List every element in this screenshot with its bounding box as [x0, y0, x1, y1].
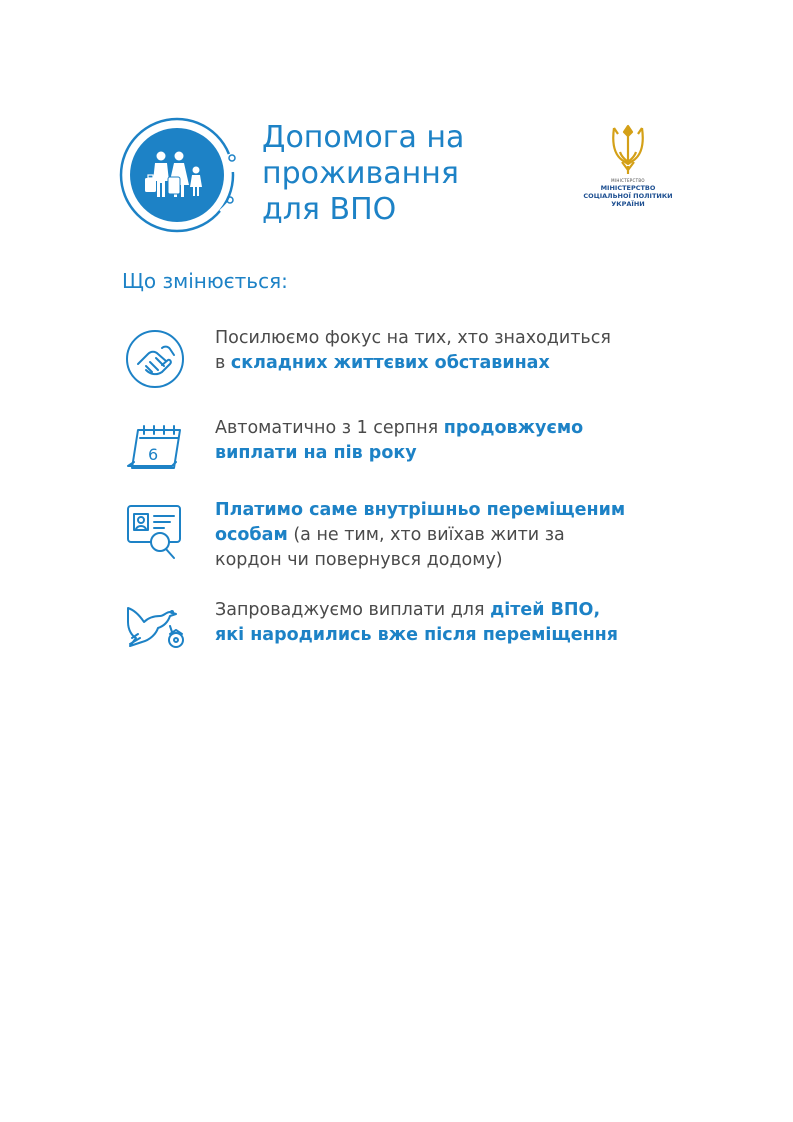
id-card-search-icon	[122, 498, 188, 564]
ministry-name-line: УКРАЇНИ	[611, 200, 645, 208]
item-text-part: кордон чи повернувся додому)	[215, 550, 503, 570]
item-text-part: Посилюємо фокус на тих, хто знаходиться	[215, 328, 611, 348]
item-text	[215, 326, 685, 376]
item-text-part: (а не тим, хто виїхав жити за	[287, 525, 565, 545]
item-text	[215, 498, 685, 573]
item-highlight: особам	[215, 525, 288, 545]
item-text	[215, 598, 685, 648]
item-highlight: Платимо саме внутрішньо переміщеним	[215, 500, 626, 520]
trident-icon	[608, 122, 648, 176]
family-emblem-icon	[117, 112, 243, 238]
item-text-part: Автоматично з 1 серпня	[215, 418, 444, 438]
item-highlight: продовжуємо	[443, 418, 584, 438]
ministry-name	[578, 184, 678, 208]
title-line: для ВПО	[262, 192, 397, 227]
item-text	[215, 416, 685, 466]
page-title	[262, 120, 562, 228]
ministry-logo	[578, 122, 678, 208]
item-highlight: дітей ВПО,	[490, 600, 601, 620]
title-line: Допомога на	[262, 120, 465, 155]
stork-baby-icon	[122, 598, 188, 664]
item-highlight: виплати на пів року	[215, 443, 417, 463]
item-highlight: складних життєвих обставинах	[230, 353, 550, 373]
title-line: проживання	[262, 156, 459, 191]
ministry-name-line: СОЦІАЛЬНОЇ ПОЛІТИКИ	[583, 192, 673, 200]
section-heading: Що змінюється:	[122, 269, 288, 293]
calendar-number: 6	[148, 445, 159, 464]
ministry-name-line: МІНІСТЕРСТВО	[600, 184, 656, 192]
calendar-icon	[122, 416, 188, 482]
caring-hands-icon	[122, 326, 188, 392]
item-text-part: Запроваджуємо виплати для	[215, 600, 491, 620]
item-text-part: в	[215, 353, 231, 373]
ministry-small-text: МІНІСТЕРСТВО	[611, 178, 645, 183]
item-highlight: які народились вже після переміщення	[215, 625, 619, 645]
